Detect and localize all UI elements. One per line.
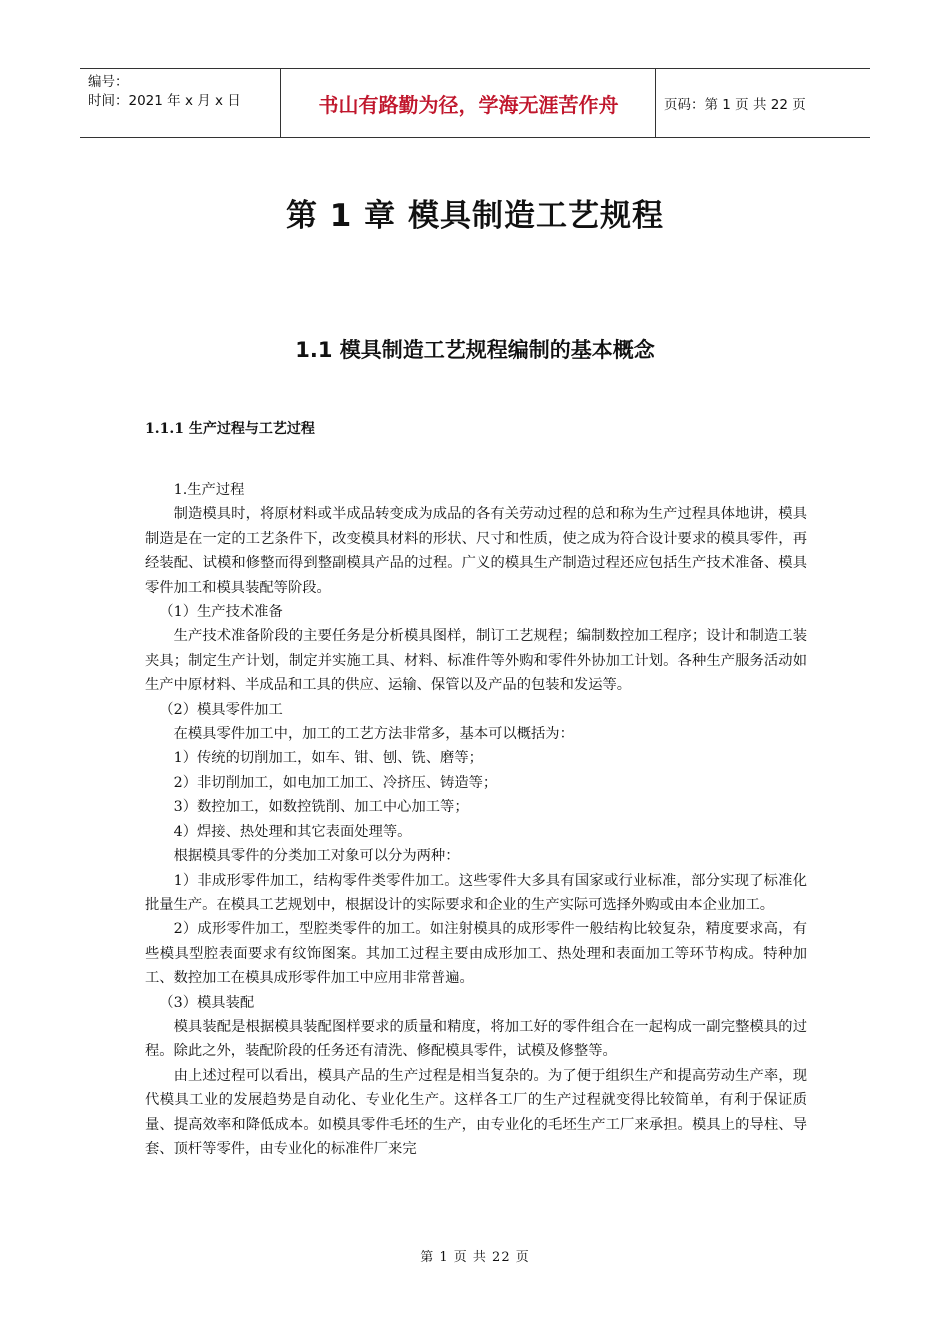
paragraph: 模具装配是根据模具装配图样要求的质量和精度，将加工好的零件组合在一起构成一副完整模具的过程。除此之外，装配阶段的任务还有清洗、修配模具零件，试模及修整等。 <box>145 1018 807 1060</box>
paragraph: 4）焊接、热处理和其它表面处理等。 <box>173 823 412 840</box>
paragraph: 1）非成形零件加工，结构零件类零件加工。这些零件大多具有国家或行业标准，部分实现了标准化批量生产。在模具工艺规划中，根据设计的实际要求和企业的生产实际可选择外购或由本企业加工。 <box>145 872 807 913</box>
time-label: 时间：2021 年 x 月 x 日 <box>88 93 241 109</box>
header-page-info: 页码：第 1 页 共 22 页 <box>664 97 806 113</box>
paragraph: （3）模具装配 <box>159 994 255 1011</box>
paragraph: 在模具零件加工中，加工的工艺方法非常多，基本可以概括为： <box>173 726 574 743</box>
page-footer: 第 1 页 共 22 页 <box>420 1250 530 1265</box>
paragraph: 根据模具零件的分类加工对象可以分为两种： <box>173 848 460 865</box>
number-label: 编号： <box>88 74 129 90</box>
paragraph: （2）模具零件加工 <box>159 701 283 718</box>
chapter-title: 第 1 章 模具制造工艺规程 <box>286 198 664 234</box>
header-table <box>80 68 870 138</box>
body-text <box>145 478 807 1161</box>
motto: 书山有路勤为径，学海无涯苦作舟 <box>318 92 619 117</box>
paragraph: （1）生产技术准备 <box>159 604 283 621</box>
header-divider <box>280 69 281 137</box>
paragraph: 制造模具时，将原材料或半成品转变成为成品的各有关劳动过程的总和称为生产过程具体地讲，模具制造是在一定的工艺条件下，改变模具材料的形状、尺寸和性质，使之成为符合设计要求的模具零件，再经装配、试模和修整而得到整副模具产品的过程。广义的模具生产制造过程还应包括生产技术准备、模具零件加工和模具装配等阶段。 <box>145 506 807 596</box>
paragraph: 3）数控加工，如数控铣削、加工中心加工等； <box>173 799 469 816</box>
paragraph: 2）非切削加工，如电加工加工、冷挤压、铸造等； <box>173 774 498 791</box>
header-divider <box>655 69 656 137</box>
paragraph: 2）成形零件加工，型腔类零件的加工。如注射模具的成形零件一般结构比较复杂，精度要求高，有些模具型腔表面要求有纹饰图案。其加工过程主要由成形加工、热处理和表面加工等环节构成。特种加工、数控加工在模具成形零件加工中应用非常普遍。 <box>145 921 807 987</box>
paragraph: 1.生产过程 <box>173 482 245 498</box>
section-title: 1.1 模具制造工艺规程编制的基本概念 <box>295 338 655 362</box>
header-meta <box>88 73 241 111</box>
subsection-title: 1.1.1 生产过程与工艺过程 <box>145 421 315 437</box>
paragraph: 1）传统的切削加工，如车、钳、刨、铣、磨等； <box>173 750 483 767</box>
paragraph: 由上述过程可以看出，模具产品的生产过程是相当复杂的。为了便于组织生产和提高劳动生产率，现代模具工业的发展趋势是自动化、专业化生产。这样各工厂的生产过程就变得比较简单，有利于保证质量、提高效率和降低成本。如模具零件毛坯的生产，由专业化的毛坯生产工厂来承担。模具上的导柱、导套、顶杆等零件，由专业化的标准件厂来完 <box>145 1067 807 1157</box>
paragraph: 生产技术准备阶段的主要任务是分析模具图样，制订工艺规程；编制数控加工程序；设计和制造工装夹具；制定生产计划，制定并实施工具、材料、标准件等外购和零件外协加工计划。各种生产服务活动如生产中原材料、半成品和工具的供应、运输、保管以及产品的包装和发运等。 <box>145 628 807 694</box>
